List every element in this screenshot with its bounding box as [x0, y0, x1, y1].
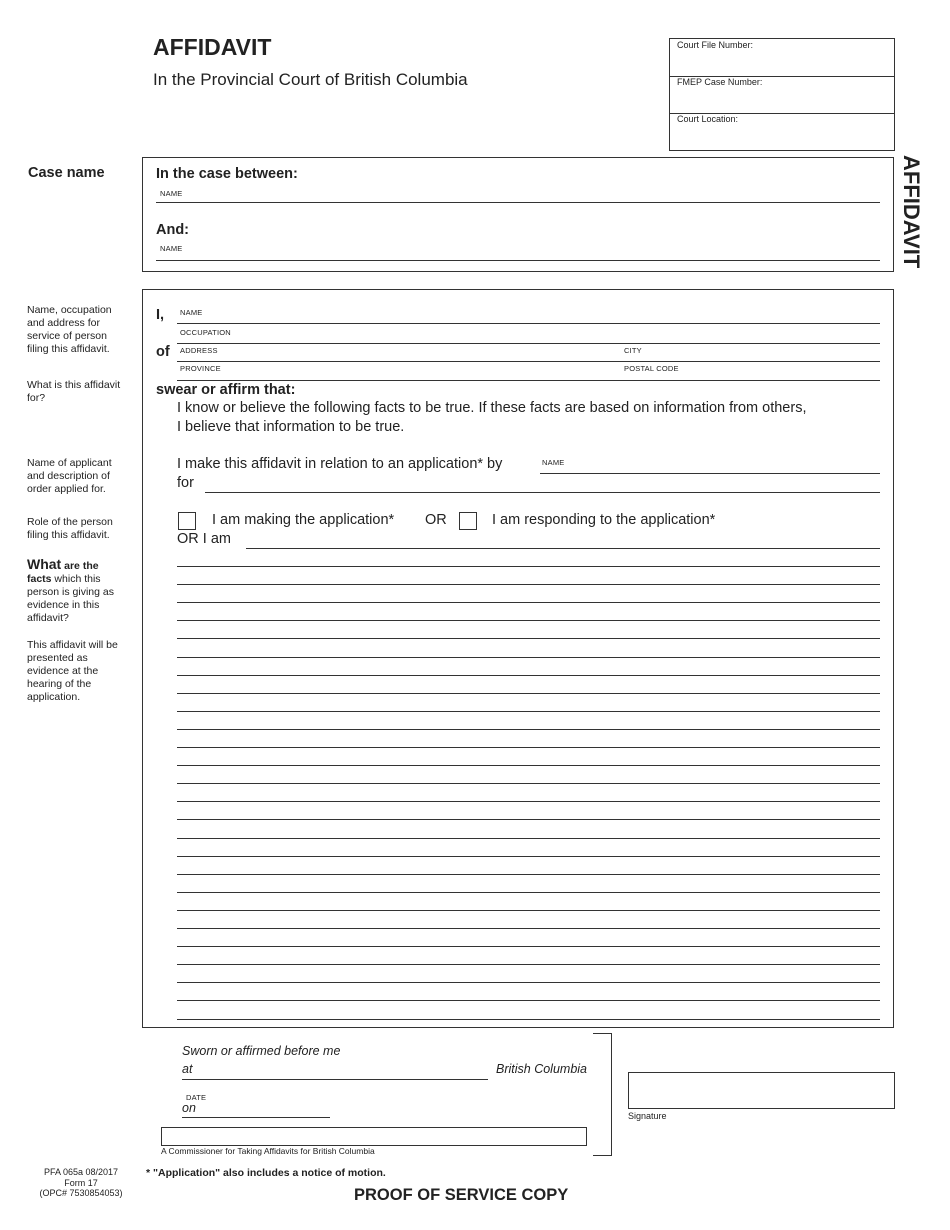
role-field[interactable] — [246, 548, 880, 549]
presented-note: This affidavit will be presented as evidence at the hearing of the application. — [27, 639, 118, 703]
affidavit-main-box — [142, 289, 894, 1028]
facts-line[interactable] — [177, 801, 880, 802]
occupation-field[interactable] — [177, 343, 880, 344]
address-caption: ADDRESS — [180, 346, 218, 355]
making-application-checkbox[interactable] — [178, 512, 196, 530]
facts-line[interactable] — [177, 892, 880, 893]
facts-line[interactable] — [177, 765, 880, 766]
city-caption: CITY — [624, 346, 642, 355]
case-between-label: In the case between: — [156, 166, 298, 182]
facts-line[interactable] — [177, 928, 880, 929]
facts-line[interactable] — [177, 874, 880, 875]
sworn-before-label: Sworn or affirmed before me — [182, 1044, 341, 1058]
facts-line[interactable] — [177, 1019, 880, 1020]
order-description-field[interactable] — [205, 492, 880, 493]
of-label: of — [156, 344, 170, 360]
form-title: AFFIDAVIT — [153, 34, 272, 60]
or-i-am-label: OR I am — [177, 531, 231, 547]
province-postal-field[interactable] — [177, 380, 880, 381]
facts-line[interactable] — [177, 747, 880, 748]
swear-affirm-label: swear or affirm that: — [156, 382, 296, 398]
or-label: OR — [425, 512, 447, 528]
applicant-note: Name of applicant and description of order applied for. — [27, 457, 112, 495]
signature-box[interactable] — [628, 1072, 895, 1109]
address-city-field[interactable] — [177, 361, 880, 362]
court-file-number-label: Court File Number: — [677, 40, 754, 50]
facts-line[interactable] — [177, 982, 880, 983]
facts-line[interactable] — [177, 602, 880, 603]
province-caption: PROVINCE — [180, 364, 221, 373]
court-file-number-field[interactable] — [670, 39, 894, 77]
party1-name-field[interactable] — [156, 202, 880, 203]
occupation-caption: OCCUPATION — [180, 328, 231, 337]
form-code: PFA 065a 08/2017 — [43, 1167, 119, 1177]
responding-application-label: I am responding to the application* — [492, 512, 716, 528]
facts-line[interactable] — [177, 657, 880, 658]
filer-note: Name, occupation and address for service of person filing this affidavit. — [27, 304, 112, 355]
fmep-case-number-label: FMEP Case Number: — [677, 77, 763, 87]
party1-name-caption: NAME — [160, 189, 183, 198]
facts-line[interactable] — [177, 964, 880, 965]
court-location-field[interactable] — [670, 113, 894, 150]
and-label: And: — [156, 222, 190, 238]
applicant-name-caption: NAME — [542, 458, 565, 467]
proof-of-service-label: PROOF OF SERVICE COPY — [354, 1186, 569, 1204]
form-number: Form 17 — [64, 1177, 98, 1188]
facts-line[interactable] — [177, 584, 880, 585]
filer-name-caption: NAME — [180, 308, 203, 317]
statement-line-2: I believe that information to be true. — [177, 419, 405, 435]
facts-line[interactable] — [177, 675, 880, 676]
british-columbia-label: British Columbia — [496, 1062, 588, 1076]
postal-code-caption: POSTAL CODE — [624, 364, 679, 373]
case-name-heading: Case name — [28, 165, 105, 181]
facts-line[interactable] — [177, 1000, 880, 1001]
facts-line[interactable] — [177, 620, 880, 621]
party2-name-field[interactable] — [156, 260, 880, 261]
facts-line[interactable] — [177, 910, 880, 911]
statement-line-1: I know or believe the following facts to be true. If these facts are based on information from others, — [177, 400, 807, 416]
date-caption: DATE — [186, 1093, 207, 1102]
sworn-location-field[interactable] — [182, 1079, 488, 1080]
facts-line[interactable] — [177, 638, 880, 639]
form-code-block — [36, 1167, 126, 1199]
sworn-bracket — [593, 1033, 612, 1156]
case-between-box — [142, 157, 894, 272]
application-footnote: * "Application" also includes a notice of motion. — [146, 1167, 386, 1179]
responding-application-checkbox[interactable] — [459, 512, 477, 530]
making-application-label: I am making the application* — [212, 512, 395, 528]
side-title-vertical: AFFIDAVIT — [899, 155, 924, 269]
court-subtitle: In the Provincial Court of British Columbia — [153, 70, 468, 89]
party2-name-caption: NAME — [160, 244, 183, 253]
role-note: Role of the person filing this affidavit. — [27, 516, 113, 541]
fmep-case-number-field[interactable] — [670, 76, 894, 114]
facts-line[interactable] — [177, 946, 880, 947]
applicant-name-field[interactable] — [540, 473, 880, 474]
at-label: at — [182, 1062, 193, 1076]
commissioner-label: A Commissioner for Taking Affidavits for British Columbia — [161, 1146, 375, 1156]
relation-text: I make this affidavit in relation to an application* by — [177, 456, 503, 472]
facts-note: What are the facts which this person is giving as evidence in this affidavit? — [27, 556, 114, 624]
on-label: on — [182, 1101, 196, 1115]
facts-line[interactable] — [177, 693, 880, 694]
facts-line[interactable] — [177, 711, 880, 712]
for-label: for — [177, 475, 194, 491]
facts-line[interactable] — [177, 838, 880, 839]
i-label: I, — [156, 307, 165, 323]
commissioner-signature-box[interactable] — [161, 1127, 587, 1146]
filer-name-field[interactable] — [177, 323, 880, 324]
signature-label: Signature — [628, 1111, 667, 1121]
facts-line[interactable] — [177, 783, 880, 784]
purpose-note: What is this affidavit for? — [27, 379, 121, 404]
facts-line[interactable] — [177, 729, 880, 730]
facts-line[interactable] — [177, 819, 880, 820]
opc-number: (OPC# 7530854053) — [39, 1188, 123, 1198]
file-number-box — [669, 38, 895, 151]
facts-line[interactable] — [177, 856, 880, 857]
facts-line[interactable] — [177, 566, 880, 567]
court-location-label: Court Location: — [677, 114, 739, 124]
sworn-date-field[interactable] — [182, 1117, 330, 1118]
